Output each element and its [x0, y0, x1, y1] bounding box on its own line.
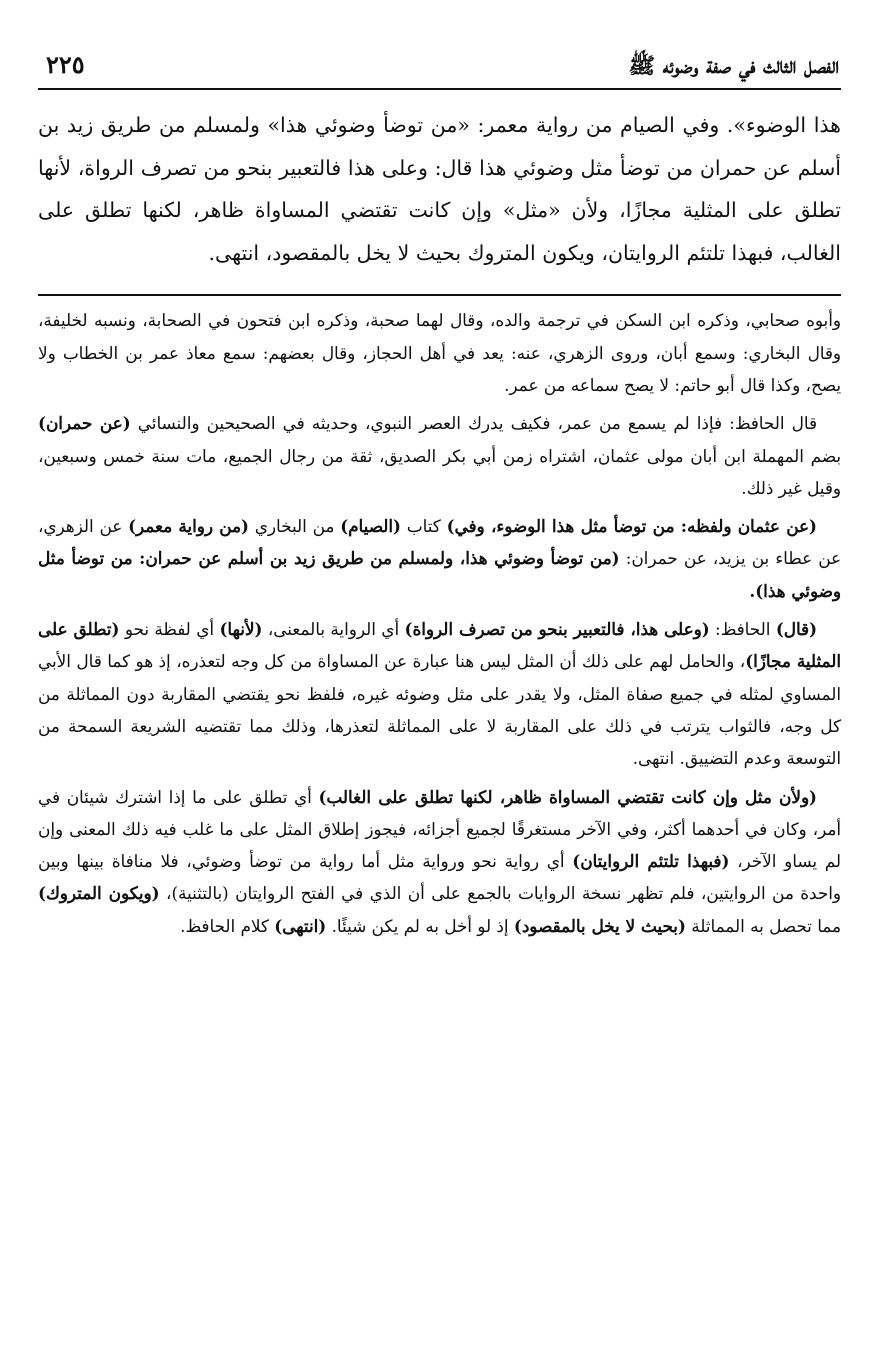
commentary-text: من البخاري	[248, 516, 341, 537]
quoted-matn: (لأنها)	[219, 619, 263, 640]
quoted-matn: (قال)	[775, 619, 818, 640]
commentary-paragraph-4	[38, 613, 841, 774]
commentary-text: أي رواية نحو ورواية مثل أما رواية من توضأ وضوئي، فلا منافاة بينها وبين واحدة من الروايتين، فلم تظهر نسخة الروايات بالجمع على أن الذي في الفتح الروايتان (بالتثنية)،	[38, 851, 841, 904]
chapter-title: الفصل الثالث في صفة وضوئه ﷺ	[628, 53, 839, 79]
commentary	[38, 304, 841, 942]
commentary-text: مما تحصل به المماثلة	[685, 915, 841, 936]
quoted-matn: (من رواية معمر)	[128, 516, 249, 537]
commentary-text: أي تطلق على ما إذا اشترك شيئان في أمر، وكان في أحدهما أكثر، وفي الآخر مستغرقًا لجميع أجزائه، فيجوز إطلاق المثل على ما غلب فيه ذلك المعنى وإن لم يساو الآخر،	[38, 786, 841, 872]
quoted-matn: (بحيث لا يخل بالمقصود)	[513, 915, 686, 936]
commentary-text: كتاب	[400, 516, 447, 537]
page-number: ٢٢٥	[46, 50, 85, 79]
commentary-paragraph-1: وأبوه صحابي، وذكره ابن السكن في ترجمة والده، وقال لهما صحبة، وذكره ابن فتحون في الصحابة، ونسبه لخليفة، وقال البخاري: وسمع أبان، وروى الزهري، عنه: يعد في أهل الحجاز، وقال بعضهم: سمع معاذ عمر بن الخطاب ولا يصح، وكذا قال أبو حاتم: لا يصح سماعه من عمر.	[38, 310, 841, 395]
commentary-text: ، والحامل لهم على ذلك أن المثل ليس هنا عبارة عن المساواة من كل وجه لتعذره، إذ هو كما قال الأبي المساوي لمثله في جميع صفاة المثل، ولا يقدر على مثل وضوئه غيره، فلفظ نحو يقتضي المقاربة دون المماثلة من كل وجه، فالثواب يترتب في ذلك على المقاربة لا على المماثلة لتعذرها، وذلك مما تقتضيه الشريعة السمحة من التوسعة وعدم التضييق. انتهى.	[38, 651, 841, 769]
main-text	[38, 104, 841, 274]
quoted-matn: (انتهى)	[274, 915, 327, 936]
commentary-text: كلام الحافظ.	[180, 915, 275, 936]
quoted-matn: (وعلى هذا، فالتعبير بنحو من تصرف الرواة)	[404, 619, 710, 640]
quoted-matn: (عن حمران)	[38, 413, 131, 434]
commentary-paragraph-5	[38, 781, 841, 942]
book-page	[38, 38, 841, 1344]
quoted-matn: (عن عثمان ولفظه: من توضأ مثل هذا الوضوء، وفي)	[446, 516, 817, 537]
quoted-matn: (تطلق على المثلية مجازًا)	[38, 619, 841, 672]
commentary-text: قال الحافظ: فإذا لم يسمع من عمر، فكيف يدرك العصر النبوي، وحديثه في الصحيحين والنسائي	[130, 413, 817, 434]
commentary-text: أي الرواية بالمعنى،	[262, 619, 405, 640]
commentary-separator	[38, 294, 841, 296]
commentary-text: الحافظ:	[709, 619, 776, 640]
quoted-matn: (ولأن مثل وإن كانت تقتضي المساواة ظاهر، لكنها تطلق على الغالب)	[318, 786, 817, 807]
running-header	[38, 38, 841, 90]
quoted-matn: (ويكون المتروك)	[38, 883, 160, 904]
commentary-text: بضم المهملة ابن أبان مولى عثمان، اشتراه زمن أبي بكر الصديق، ثقة من رجال الجميع، مات سنة خمس وسبعين، وقيل غير ذلك.	[38, 445, 841, 498]
commentary-paragraph-2	[38, 407, 841, 504]
quoted-matn: (فبهذا تلتئم الروايتان)	[572, 851, 730, 872]
commentary-text: عن الزهري، عن عطاء بن يزيد، عن حمران:	[38, 516, 842, 569]
commentary-text: أي لفظة نحو	[119, 619, 220, 640]
main-paragraph: هذا الوضوء». وفي الصيام من رواية معمر: «من توضأ وضوئي هذا» ولمسلم من طريق زيد بن أسلم عن حمران من توضأ مثل وضوئي هذا قال: وعلى هذا فالتعبير بنحو من تصرف الرواة، لأنها تطلق على المثلية مجازًا، ولأن «مثل» وإن كانت تقتضي المساواة ظاهر، لكنها تطلق على الغالب، فبهذا تلتئم الروايتان، ويكون المتروك بحيث لا يخل بالمقصود، انتهى.	[38, 113, 841, 265]
commentary-text: إذ لو أخل به لم يكن شيئًا.	[326, 915, 514, 936]
quoted-matn: (من توضأ وضوئي هذا، ولمسلم من طريق زيد بن أسلم عن حمران: من توضأ مثل وضوئي هذا).	[38, 548, 841, 601]
commentary-paragraph-3	[38, 510, 841, 607]
quoted-matn: (الصيام)	[340, 516, 401, 537]
